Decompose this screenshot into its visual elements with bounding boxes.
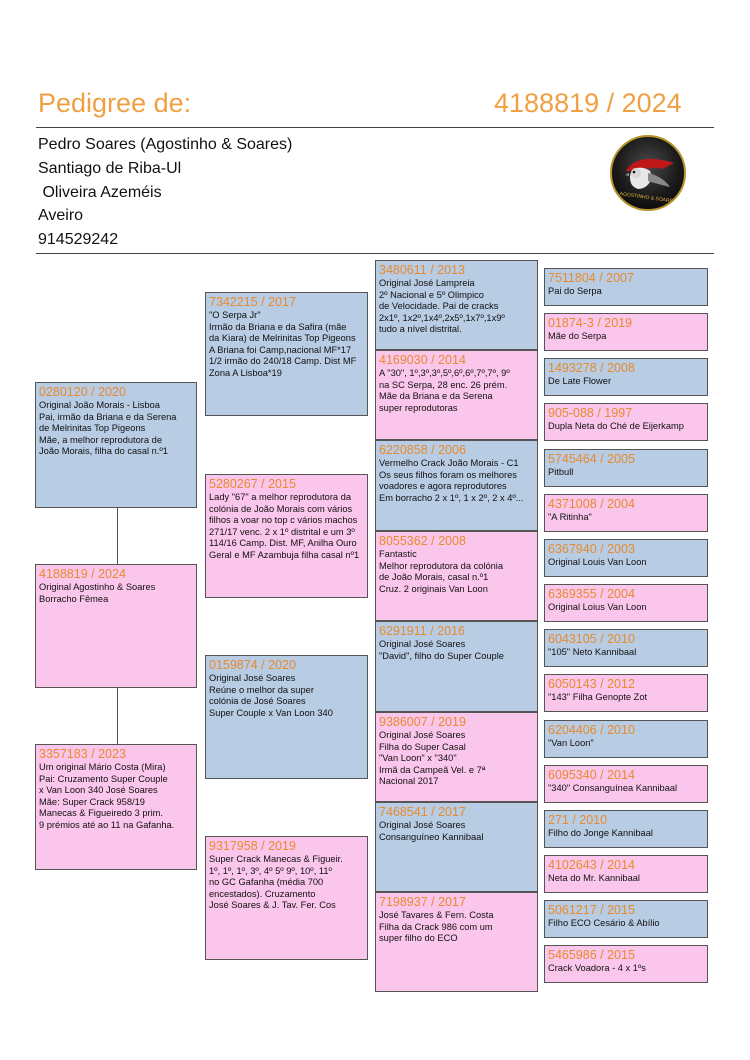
gen3-ring: 9386007 / 2019: [379, 715, 466, 729]
gen4-ring: 6043105 / 2010: [548, 632, 635, 646]
pedigree-gen3-card: [375, 531, 538, 621]
gen4-ring: 6204406 / 2010: [548, 723, 635, 737]
gen4-ring: 5061217 / 2015: [548, 903, 635, 917]
gen2-description: Lady "67" a melhor reprodutora da colónia de João Morais com vários filhos a voar no top c vários machos 271/17 venc. 2 x 1º distrital e um 3º 114/16 Camp. Dist. MF, Anilha Ouro Geral e MF Azambuja filha casal nº1: [209, 492, 360, 560]
gen4-ring: 271 / 2010: [548, 813, 608, 827]
pedigree-gen3-card: [375, 350, 538, 440]
pedigree-gen4-card: [544, 539, 708, 577]
gen4-ring: 4102643 / 2014: [548, 858, 635, 872]
gen3-description: Original José Soares Consanguíneo Kannibaal: [379, 820, 484, 842]
subject-description: Original Agostinho & Soares Borracho Fêmea: [39, 582, 156, 604]
gen2-ring: 0159874 / 2020: [209, 658, 296, 672]
gen3-ring: 6220858 / 2006: [379, 443, 466, 457]
pedigree-gen3-card: [375, 712, 538, 802]
gen2-ring: 5280267 / 2015: [209, 477, 296, 491]
pedigree-gen4-card: [544, 945, 708, 983]
pedigree-sire-card: [35, 382, 197, 508]
gen2-description: Original José Soares Reúne o melhor da super colónia de José Soares Super Couple x Van Loon 340: [209, 673, 333, 718]
gen3-ring: 4169030 / 2014: [379, 353, 466, 367]
gen4-description: "340" Consanguínea Kannibaal: [548, 783, 678, 793]
pedigree-gen4-card: [544, 765, 708, 803]
gen3-description: Fantastic Melhor reprodutora da colónia de João Morais, casal n.º1 Cruz. 2 originais Van Loon: [379, 549, 504, 594]
svg-text:AGOSTINHO & SOARES: AGOSTINHO & SOARES: [619, 191, 677, 205]
dam-description: Um original Mário Costa (Mira) Pai: Cruzamento Super Couple x Van Loon 340 José Soares Mãe: Super Crack 958/19 Manecas & Figueiredo 3 prim. 9 prémios até ao 11 na Gafanha.: [39, 762, 175, 830]
gen2-description: Super Crack Manecas & Figueir. 1º, 1º, 1º, 3º, 4º 5º 9º, 10º, 11º no GC Gafanha (média 700 encestados). Cruzamento José Soares & J. Tav. Fer. Cos: [209, 854, 343, 911]
pedigree-gen3-card: [375, 621, 538, 712]
gen3-ring: 3480611 / 2013: [379, 263, 465, 277]
pedigree-gen4-card: [544, 358, 708, 396]
gen4-ring: 7511804 / 2007: [548, 271, 634, 285]
gen4-description: Filho ECO Cesário & Abílio: [548, 918, 660, 928]
gen4-description: Neta do Mr. Kannibaal: [548, 873, 640, 883]
gen4-description: "143" Filha Genopte Zot: [548, 692, 648, 702]
gen3-ring: 6291911 / 2016: [379, 624, 465, 638]
connector-subject-dam: [117, 688, 118, 744]
pedigree-gen4-card: [544, 674, 708, 712]
gen3-description: Vermelho Crack João Morais - C1 Os seus filhos foram os melhores voadores e agora reprodutores Em borracho 2 x 1º, 1 x 2º, 2 x 4º...: [379, 458, 524, 503]
owner-address-line2: Oliveira Azeméis: [38, 184, 162, 201]
pedigree-gen2-card: [205, 836, 368, 960]
gen2-ring: 9317958 / 2019: [209, 839, 296, 853]
gen4-ring: 5745464 / 2005: [548, 452, 635, 466]
gen3-ring: 7198937 / 2017: [379, 895, 466, 909]
owner-address-line1: Santiago de Riba-Ul: [38, 160, 182, 177]
gen3-description: Original José Soares "David", filho do Super Couple: [379, 639, 504, 661]
pedigree-gen2-card: [205, 655, 368, 779]
pigeon-logo-icon: [612, 137, 684, 209]
gen4-description: Filho do Jonge Kannibaal: [548, 828, 653, 838]
gen4-ring: 4371008 / 2004: [548, 497, 635, 511]
gen3-ring: 8055362 / 2008: [379, 534, 466, 548]
pedigree-gen4-card: [544, 584, 708, 622]
gen2-ring: 7342215 / 2017: [209, 295, 296, 309]
pedigree-gen2-card: [205, 474, 368, 598]
gen4-description: Mãe do Serpa: [548, 331, 607, 341]
gen4-ring: 6095340 / 2014: [548, 768, 635, 782]
dam-ring: 3357183 / 2023: [39, 747, 126, 761]
pedigree-gen3-card: [375, 260, 538, 350]
owner-name: Pedro Soares (Agostinho & Soares): [38, 136, 293, 153]
pedigree-dam-card: [35, 744, 197, 870]
subject-ring: 4188819 / 2024: [39, 567, 126, 581]
pedigree-gen4-card: [544, 313, 708, 351]
pedigree-gen4-card: [544, 855, 708, 893]
pedigree-title: Pedigree de:: [38, 88, 192, 118]
gen4-ring: 905-088 / 1997: [548, 406, 633, 420]
pedigree-ring-number: 4188819 / 2024: [494, 88, 682, 118]
gen4-description: Pai do Serpa: [548, 286, 602, 296]
pedigree-gen4-card: [544, 720, 708, 758]
pedigree-gen4-card: [544, 810, 708, 848]
header-divider: [36, 127, 714, 128]
gen4-ring: 6367940 / 2003: [548, 542, 635, 556]
sire-ring: 0280120 / 2020: [39, 385, 126, 399]
pedigree-gen3-card: [375, 802, 538, 892]
gen3-description: Original José Lampreia 2º Nacional e 5º Olimpico de Velocidade. Pai de cracks 2x1º, 1x2º,1x4º,2x5º,1x7º,1x9º tudo a nível distrital.: [379, 278, 505, 335]
pedigree-gen3-card: [375, 892, 538, 992]
pedigree-gen2-card: [205, 292, 368, 416]
gen4-ring: 5465986 / 2015: [548, 948, 635, 962]
pedigree-subject-card: [35, 564, 197, 688]
gen4-ring: 6369355 / 2004: [548, 587, 635, 601]
gen4-ring: 6050143 / 2012: [548, 677, 635, 691]
pedigree-gen4-card: [544, 629, 708, 667]
connector-sire-subject: [117, 508, 118, 564]
gen4-description: Original Louis Van Loon: [548, 557, 647, 567]
owner-phone: 914529242: [38, 231, 119, 248]
pedigree-gen4-card: [544, 900, 708, 938]
gen4-description: "105" Neto Kannibaal: [548, 647, 637, 657]
sire-description: Original João Morais - Lisboa Pai, irmão da Briana e da Serena de Melrinitas Top Pigeons Mãe, a melhor reprodutora de João Morais, filha do casal n.º1: [39, 400, 177, 457]
gen4-ring: 1493278 / 2008: [548, 361, 635, 375]
pedigree-gen4-card: [544, 494, 708, 532]
gen4-description: Dupla Neta do Ché de Eijerkamp: [548, 421, 684, 431]
gen3-description: José Tavares & Fern. Costa Filha da Crack 986 com um super filho do ECO: [379, 910, 494, 944]
pedigree-gen4-card: [544, 403, 708, 441]
gen4-description: "A Ritinha": [548, 512, 592, 522]
gen4-description: De Late Flower: [548, 376, 612, 386]
loft-logo: [610, 135, 686, 211]
gen4-description: "Van Loon": [548, 738, 594, 748]
gen4-description: Original Loius Van Loon: [548, 602, 647, 612]
owner-district: Aveiro: [38, 207, 84, 224]
owner-divider: [36, 253, 714, 254]
pedigree-gen3-card: [375, 440, 538, 531]
gen2-description: "O Serpa Jr" Irmão da Briana e da Safira (mãe da Kiara) de Melrinitas Top Pigeons A Briana foi Camp,nacional MF*17 1/2 irmão do 240/18 Camp. Dist MF Zona A Lisboa*19: [209, 310, 357, 378]
gen4-ring: 01874-3 / 2019: [548, 316, 633, 330]
gen4-description: Pitbull: [548, 467, 574, 477]
gen4-description: Crack Voadora - 4 x 1ºs: [548, 963, 646, 973]
pedigree-gen4-card: [544, 268, 708, 306]
gen3-description: Original José Soares Filha do Super Casal "Van Loon" x "340" Irmã da Campeã Vel. e 7ª Nacional 2017: [379, 730, 486, 787]
gen3-ring: 7468541 / 2017: [379, 805, 466, 819]
pedigree-gen4-card: [544, 449, 708, 487]
gen3-description: A "30", 1º,3º,3º,5º,6º,6º,7º,7º, 9º na SC Serpa, 28 enc. 26 prém. Mãe da Briana e da Serena super reprodutoras: [379, 368, 510, 413]
